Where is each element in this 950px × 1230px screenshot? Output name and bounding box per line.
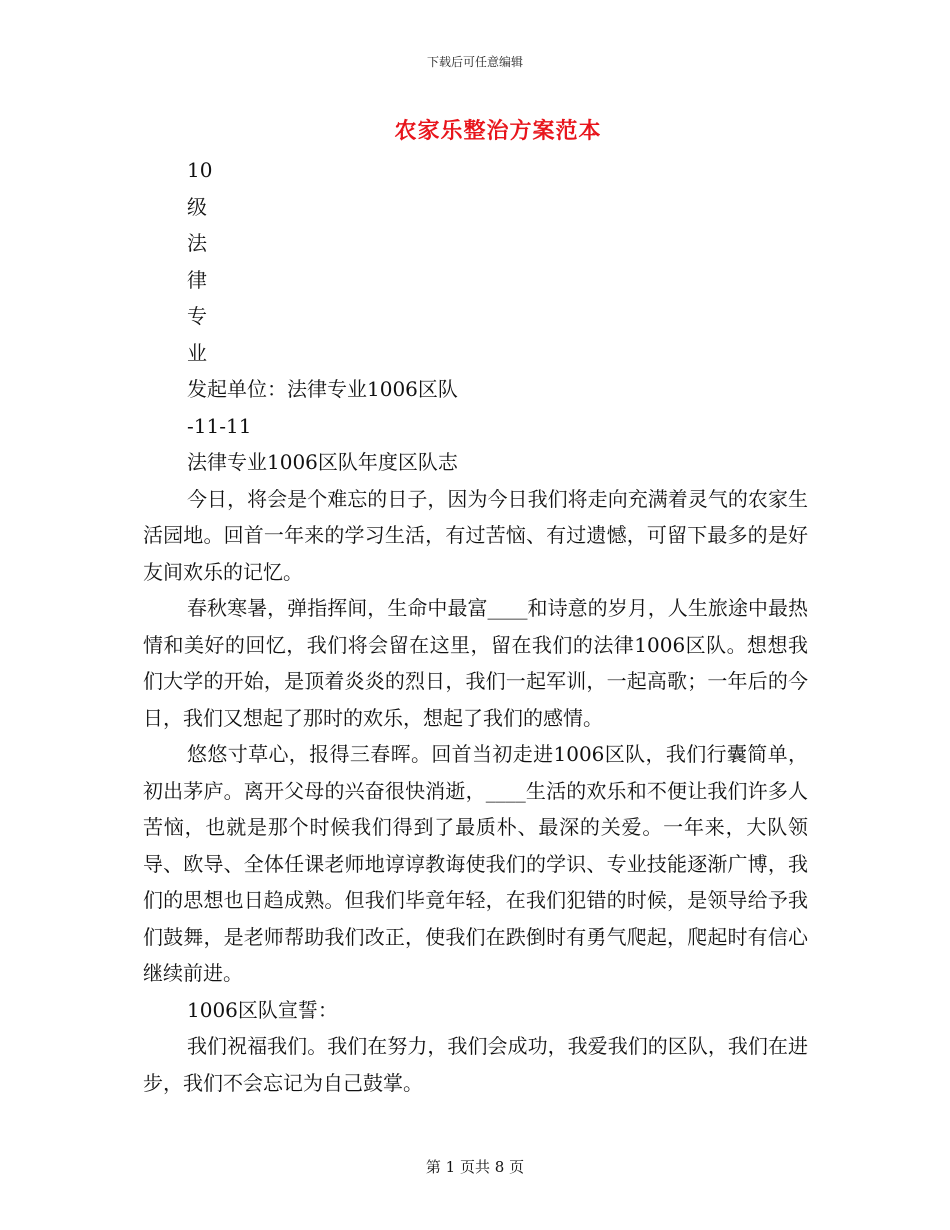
vertical-heading-char: 法 [187, 231, 207, 255]
document-body [143, 152, 808, 1101]
date-line: -11-11 [187, 413, 252, 438]
body-paragraph: 悠悠寸草心，报得三春晖。回首当初走进1006区队，我们行囊简单，初出茅庐。离开父母的兴奋很快消逝，____生活的欢乐和不便让我们许多人苦恼，也就是那个时候我们得到了最质朴、最深的关爱。一年来，大队领导、欧导、全体任课老师地谆谆教诲使我们的学识、专业技能逐渐广博，我们的思想也日趋成熟。但我们毕竟年轻，在我们犯错的时候，是领导给予我们鼓舞，是老师帮助我们改正，使我们在跌倒时有勇气爬起，爬起时有信心继续前进。 [143, 742, 808, 985]
header-note: 下载后可任意编辑 [426, 55, 523, 69]
page-footer: 第 1 页共 8 页 [425, 1158, 525, 1176]
oath-heading: 1006区队宣誓： [187, 997, 338, 1022]
oath-paragraph: 我们祝福我们。我们在努力，我们会成功，我爱我们的区队，我们在进步，我们不会忘记为自己鼓掌。 [143, 1034, 808, 1095]
vertical-heading [143, 152, 808, 371]
vertical-heading-char: 专 [187, 304, 207, 328]
body-paragraph: 今日，将会是个难忘的日子，因为今日我们将走向充满着灵气的农家生活园地。回首一年来的学习生活，有过苦恼、有过遗憾，可留下最多的是好友间欢乐的记忆。 [143, 486, 808, 584]
vertical-heading-char: 业 [187, 340, 207, 365]
subtitle-line: 法律专业1006区队年度区队志 [187, 450, 458, 474]
vertical-heading-char: 10 [187, 158, 213, 182]
document-title: 农家乐整治方案范本 [394, 118, 602, 144]
vertical-heading-char: 律 [187, 267, 207, 292]
issuer-line: 发起单位：法律专业1006区队 [187, 377, 458, 401]
vertical-heading-char: 级 [187, 194, 207, 219]
body-paragraph: 春秋寒暑，弹指挥间，生命中最富____和诗意的岁月，人生旅途中最热情和美好的回忆，我们将会留在这里，留在我们的法律1006区队。想想我们大学的开始，是顶着炎炎的烈日，我们一起军训，一起高歌；一年后的今日，我们又想起了那时的欢乐，想起了我们的感情。 [143, 596, 808, 730]
